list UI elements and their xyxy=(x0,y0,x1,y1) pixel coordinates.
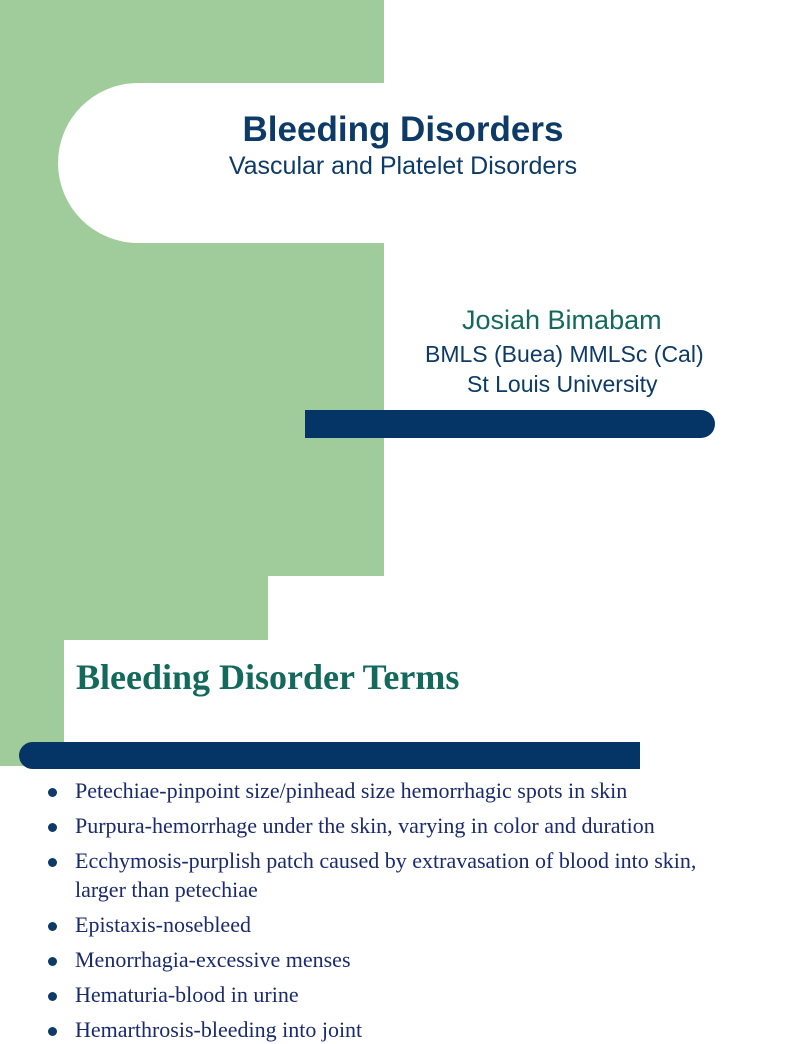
accent-bar xyxy=(19,742,640,769)
bullet-dot-icon xyxy=(48,922,57,931)
bullet-dot-icon xyxy=(48,1027,57,1036)
author-name: Josiah Bimabam xyxy=(462,305,662,335)
term-text: Ecchymosis-purplish patch caused by extravasation of blood into skin, larger than petechiae xyxy=(75,848,697,902)
bullet-dot-icon xyxy=(48,858,57,867)
term-list-item xyxy=(44,846,744,904)
term-text: Hemarthrosis-bleeding into joint xyxy=(75,1017,363,1042)
green-panel-left xyxy=(0,576,64,766)
bullet-dot-icon xyxy=(48,823,57,832)
term-list-item xyxy=(44,776,744,805)
term-list-item xyxy=(44,980,744,1009)
term-list-item xyxy=(44,811,744,840)
term-text: Hematuria-blood in urine xyxy=(75,982,299,1007)
bullet-dot-icon xyxy=(48,957,57,966)
author-institution: St Louis University xyxy=(467,371,658,397)
term-list xyxy=(44,770,744,1044)
terms-slide xyxy=(0,576,768,1042)
term-text: Petechiae-pinpoint size/pinhead size hemorrhagic spots in skin xyxy=(75,778,628,803)
slide-title: Bleeding Disorders xyxy=(242,110,564,149)
term-text: Epistaxis-nosebleed xyxy=(75,912,251,937)
slide-subtitle: Vascular and Platelet Disorders xyxy=(228,152,578,180)
bullet-dot-icon xyxy=(48,992,57,1001)
term-list-item xyxy=(44,1015,744,1044)
term-list-item xyxy=(44,945,744,974)
term-list-item xyxy=(44,910,744,939)
bullet-dot-icon xyxy=(48,788,57,797)
slide-title: Bleeding Disorder Terms xyxy=(76,657,460,697)
accent-bar xyxy=(305,410,715,438)
author-credentials: BMLS (Buea) MMLSc (Cal) xyxy=(425,341,704,367)
term-text: Purpura-hemorrhage under the skin, varying in color and duration xyxy=(75,813,655,838)
term-text: Menorrhagia-excessive menses xyxy=(75,947,351,972)
